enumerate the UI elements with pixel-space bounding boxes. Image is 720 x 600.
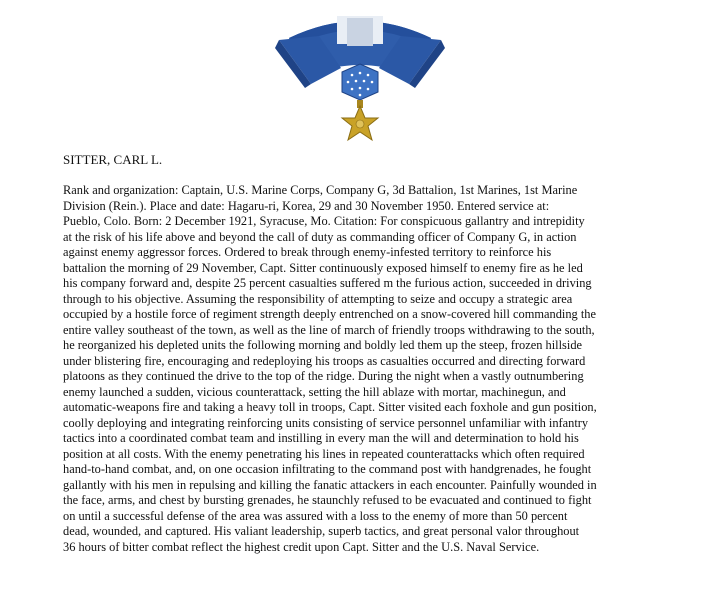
citation-line: under blistering fire, encouraging and redeploying his troops as casualties occurred and directing forward <box>63 353 586 368</box>
citation-text <box>63 183 670 555</box>
citation-line: at the risk of his life above and beyond the call of duty as commanding officer of Company G, in action <box>63 229 577 244</box>
citation-line: on until a successful defense of the area was assured with a loss to the enemy of more than 50 percent <box>63 508 568 523</box>
citation-line: the face, arms, and chest by bursting grenades, he staunchly refused to be evacuated and continued to fight <box>63 493 592 507</box>
citation-line: Division (Rein.). Place and date: Hagaru-ri, Korea, 29 and 30 November 1950. Entered service at: <box>63 198 550 213</box>
citation-line: position at all costs. With the enemy penetrating his lines in repeated counterattacks which often required <box>63 446 585 461</box>
citation-line: hand-to-hand combat, and, on one occasion infiltrating to the command post with handgrenades, he fought <box>63 462 592 476</box>
citation-line: platoons as they continued the drive to the top of the ridge. During the night when a vastly outnumbering <box>63 369 584 383</box>
citation-line: through to his objective. Assuming the responsibility of attempting to seize and occupy a strategic area <box>63 291 573 306</box>
citation-line: enemy launched a sudden, vicious counterattack, setting the hill ablaze with mortar, machinegun, and <box>63 384 566 399</box>
citation-line: against enemy aggressor forces. Ordered to break through enemy-infested territory to reinforce his <box>63 245 552 259</box>
citation-line: 36 hours of bitter combat reflect the highest credit upon Capt. Sitter and the U.S. Naval Service. <box>63 539 540 554</box>
citation-line: battalion the morning of 29 November, Capt. Sitter continuously exposed himself to enemy fire as he led <box>63 260 583 275</box>
citation-line: tactics into a coordinated combat team and instilling in every man the will and determination to hold his <box>63 431 579 445</box>
citation-line: automatic-weapons fire and taking a heavy toll in troops, Capt. Sitter visited each foxhole and gun position, <box>63 400 597 414</box>
citation-line: Rank and organization: Captain, U.S. Marine Corps, Company G, 3d Battalion, 1st Marines, 1st Marine <box>63 183 578 197</box>
citation-line: entire valley southeast of the town, as well as the line of march of friendly troops withdrawing to the south, <box>63 322 595 337</box>
citation-line: gallantly with his men in repulsing and killing the fanatic attackers in each encounter. Painfully wounded in <box>63 477 597 492</box>
citation-line: he reorganized his depleted units the following morning and boldly led them up the steep, frozen hillside <box>63 338 583 352</box>
citation-line: Pueblo, Colo. Born: 2 December 1921, Syracuse, Mo. Citation: For conspicuous gallantry and intrepidity <box>63 214 585 228</box>
citation-line: dead, wounded, and captured. His valiant leadership, superb tactics, and great personal valor throughout <box>63 524 580 538</box>
recipient-name: SITTER, CARL L. <box>63 152 163 167</box>
medal-of-honor-icon <box>275 10 445 145</box>
citation-line: coolly deploying and integrating reinforcing units consisting of service personnel unfamiliar with infantry <box>63 415 589 430</box>
citation-line: occupied by a hostile force of regiment strength deeply entrenched on a snow-covered hill commanding the <box>63 307 596 321</box>
citation-line: his company forward and, despite 25 percent casualties suffered m the furious action, succeeded in driving <box>63 276 592 290</box>
